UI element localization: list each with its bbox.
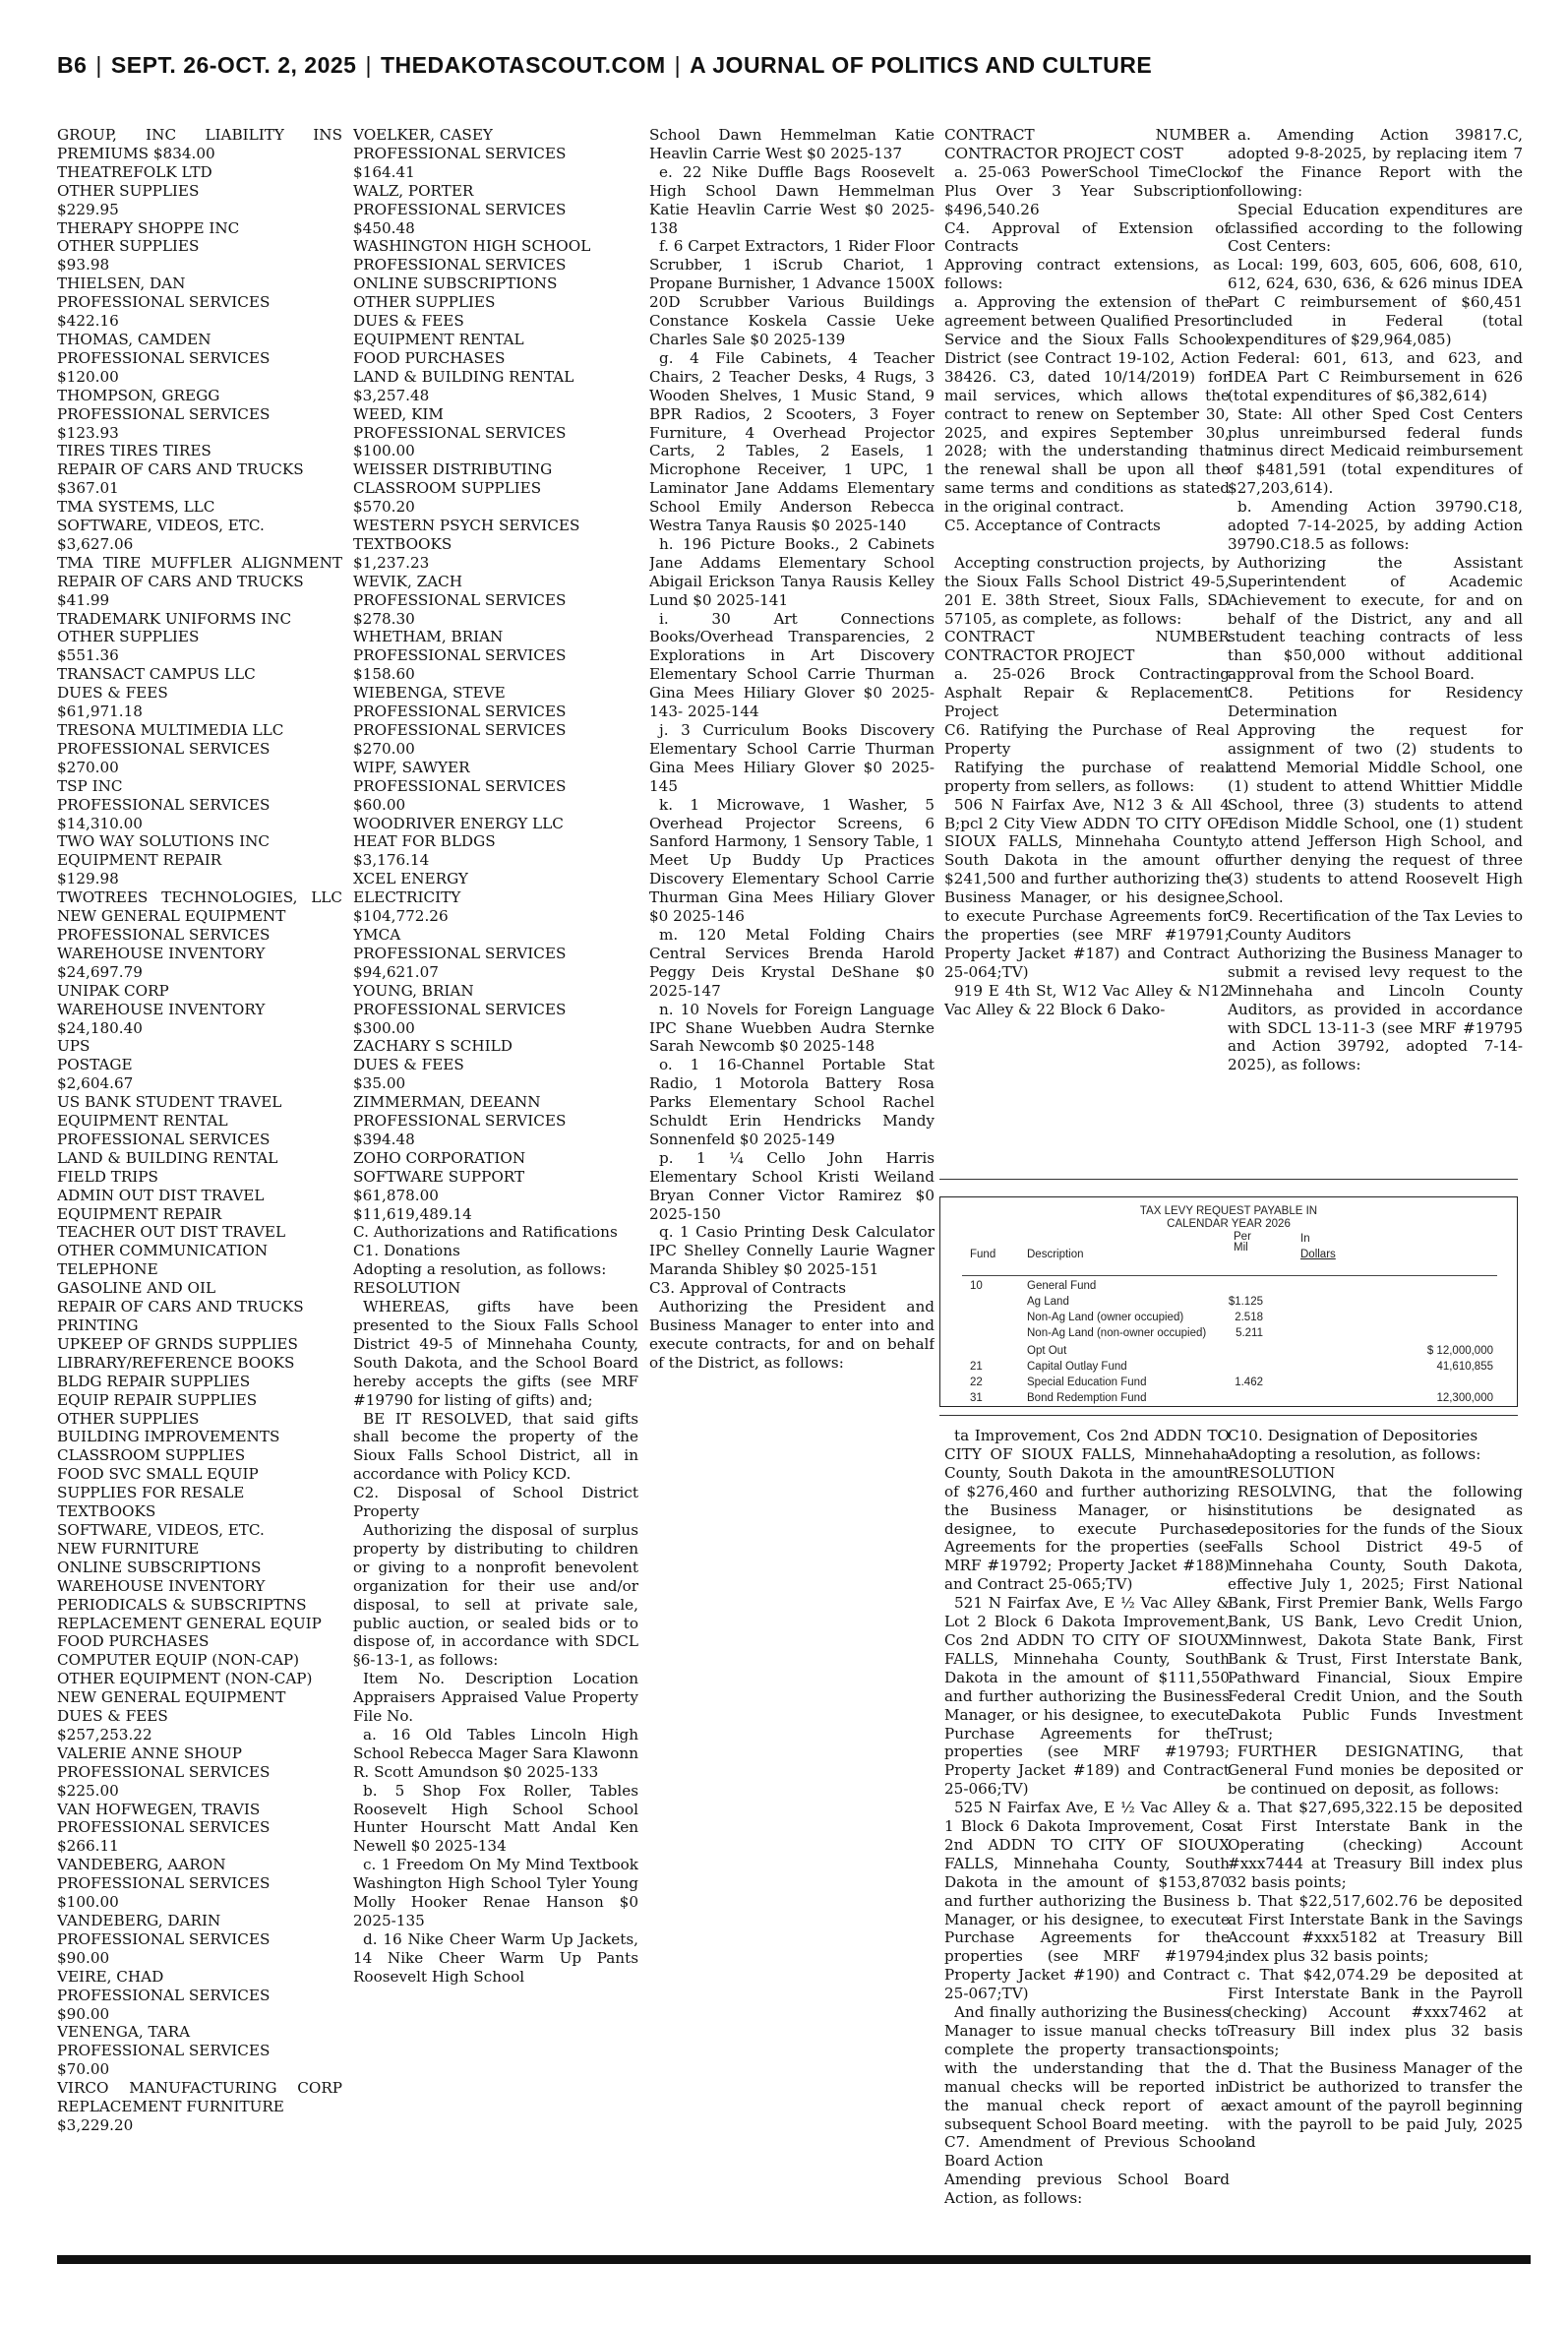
levy-col-fund: Fund	[970, 1249, 996, 1260]
text-line: Authorizing the disposal of surplus property by distributing to children or giving to a nonprofit benevolent organization for their use and/or disposal, to sell at private sale, public auction, or sealed bids or to dispose of, in accordance with SDCL §6-13-1, as follows:	[353, 1520, 638, 1670]
text-line: WEISSER DISTRIBUTING	[353, 460, 553, 479]
text-line: PROFESSIONAL SERVICES	[353, 721, 567, 739]
text-line: WESTERN PSYCH SERVICES	[353, 517, 580, 535]
text-line: $90.00	[57, 1948, 110, 1967]
text-line: a. Approving the extension of the agreement between Qualified Presort Service and the Sioux Falls School District (see Contract 19-102, Action 38426. C3, dated 10/14/2019) for mail services, which allows the contract to renew on September 30, 2025, and expires September 30, 2028; with the understanding that the renewal shall be upon all the same terms and conditions as stated in the original contract.	[944, 293, 1230, 517]
levy-row	[940, 1296, 1517, 1312]
text-line: Authorizing the Assistant Superintendent of Academic Achievement to execute, for and on behalf of the District, any and all student teaching contracts of less than $50,000 without additional approval from the School Board.	[1228, 553, 1523, 684]
text-line: C9. Recertification of the Tax Levies to County Auditors	[1228, 907, 1523, 944]
text-line: PROFESSIONAL SERVICES	[57, 293, 271, 312]
text-line: $129.98	[57, 870, 119, 888]
text-line: OTHER SUPPLIES	[57, 181, 200, 200]
text-line: UNIPAK CORP	[57, 981, 169, 1000]
text-line: OTHER SUPPLIES	[57, 237, 200, 256]
levy-mil: 1.462	[1235, 1377, 1263, 1388]
text-line: C10. Designation of Depositories	[1228, 1427, 1478, 1444]
column-4-bottom	[944, 1427, 1230, 2246]
text-line: THIELSEN, DAN	[57, 275, 186, 293]
levy-fund: 10	[970, 1280, 983, 1292]
site-link[interactable]: THEDAKOTASCOUT.COM	[380, 52, 666, 78]
levy-mil: 2.518	[1235, 1312, 1263, 1323]
text-line: UPS	[57, 1037, 90, 1056]
text-line: TEACHER OUT DIST TRAVEL	[57, 1223, 286, 1242]
text-line: C. Authorizations and Ratifications	[353, 1223, 618, 1242]
text-line	[944, 535, 1230, 554]
text-line: $225.00	[57, 1781, 119, 1800]
text-line: $2,604.67	[57, 1074, 134, 1093]
text-line: OTHER EQUIPMENT (NON-CAP)	[57, 1670, 313, 1688]
levy-col-mil: Mil	[1234, 1242, 1248, 1254]
text-line: THOMAS, CAMDEN	[57, 330, 211, 348]
levy-desc: Non-Ag Land (non-owner occupied)	[1027, 1327, 1207, 1339]
text-line: k. 1 Microwave, 1 Washer, 5 Overhead Projector Screens, 6 Sanford Harmony, 1 Sensory Table, 1 Meet Up Buddy Up Practices Discovery Elementary School Carrie Thurman Gina Mees Hiliary Glover $0 2025-146	[649, 795, 935, 926]
text-line: $422.16	[57, 312, 119, 331]
text-line: DUES & FEES	[57, 684, 168, 703]
text-line: $120.00	[57, 367, 119, 386]
column-2	[353, 126, 638, 2246]
text-line: WEED, KIM	[353, 404, 444, 423]
levy-desc: Non-Ag Land (owner occupied)	[1027, 1312, 1184, 1323]
text-line: VANDEBERG, AARON	[57, 1856, 226, 1874]
text-line: CLASSROOM SUPPLIES	[57, 1446, 246, 1465]
text-line: $570.20	[353, 498, 415, 517]
text-line: LAND & BUILDING RENTAL	[353, 367, 574, 386]
text-line: $3,257.48	[353, 386, 430, 404]
text-line: $35.00	[353, 1074, 406, 1093]
text-line: $450.48	[353, 218, 415, 237]
text-line: TRANSACT CAMPUS LLC	[57, 665, 256, 684]
rule-below-table	[939, 1415, 1518, 1416]
text-line: School Dawn Hemmelman Katie Heavlin Carrie West $0 2025-137	[649, 126, 935, 162]
text-line: b. Amending Action 39790.C18, adopted 7-14-2025, by adding Action 39790.C18.5 as follows:	[1228, 498, 1523, 553]
levy-row	[940, 1392, 1517, 1408]
text-line: NEW GENERAL EQUIPMENT	[57, 1688, 286, 1707]
text-line: ONLINE SUBSCRIPTIONS	[353, 275, 558, 293]
text-line: RESOLUTION	[353, 1279, 461, 1298]
text-line: WHEREAS, gifts have been presented to the Sioux Falls School District 49-5 of Minnehaha County, South Dakota, and the School Board hereby accepts the gifts (see MRF #19790 for listing of gifts) and;	[353, 1298, 638, 1409]
text-line: $164.41	[353, 162, 415, 181]
text-line: h. 196 Picture Books., 2 Cabinets Jane Addams Elementary School Abigail Erickson Tanya Rausis Kelley Lund $0 2025-141	[649, 534, 935, 609]
text-line: TMA TIRE MUFFLER ALIGNMENT REPAIR OF CARS AND TRUCKS	[57, 553, 342, 590]
text-line: BLDG REPAIR SUPPLIES	[57, 1372, 251, 1390]
text-line: ELECTRICITY	[353, 888, 461, 907]
text-line: VEIRE, CHAD	[57, 1967, 164, 1986]
levy-fund: 22	[970, 1377, 983, 1388]
text-line: PROFESSIONAL SERVICES	[57, 1874, 271, 1893]
text-line: FOOD PURCHASES	[57, 1632, 210, 1651]
text-line: $367.01	[57, 479, 119, 498]
text-line: ONLINE SUBSCRIPTIONS	[57, 1558, 262, 1576]
text-line: TIRES TIRES TIRES	[57, 442, 211, 460]
text-line: TMA SYSTEMS, LLC	[57, 498, 215, 517]
levy-desc: Special Education Fund	[1027, 1377, 1147, 1388]
text-line: e. 22 Nike Duffle Bags Roosevelt High School Dawn Hemmelman Katie Heavlin Carrie West $0 2025-138	[649, 162, 935, 237]
text-line: ZACHARY S SCHILD	[353, 1037, 513, 1056]
text-line: o. 1 16-Channel Portable Stat Radio, 1 Motorola Battery Rosa Parks Elementary School Rachel Schuldt Erin Hendricks Mandy Sonnenfeld $0 2025-149	[649, 1056, 935, 1148]
levy-mil: 5.211	[1236, 1327, 1263, 1339]
levy-mil: $1.125	[1228, 1296, 1263, 1308]
text-line: C5. Acceptance of Contracts	[944, 517, 1161, 535]
text-line: SOFTWARE, VIDEOS, ETC.	[57, 517, 265, 535]
bottom-rule	[57, 2255, 1531, 2264]
levy-desc: General Fund	[1027, 1280, 1097, 1292]
levy-row	[940, 1327, 1517, 1343]
text-line: SOFTWARE SUPPORT	[353, 1167, 525, 1186]
text-line: Approving the request for assignment of two (2) students to attend Memorial Middle School, one (1) student to attend Whittier Middle School, three (3) students to attend Edison Middle School, one (1) student to attend Jefferson High School, and further denying the request of three (3) students to attend Roosevelt High School.	[1228, 721, 1523, 907]
text-line: C2. Disposal of School District Property	[353, 1484, 638, 1521]
text-line: PROFESSIONAL SERVICES	[57, 1818, 271, 1837]
text-line: $278.30	[353, 609, 415, 628]
text-line: PROFESSIONAL SERVICES	[57, 795, 271, 814]
text-line: SOFTWARE, VIDEOS, ETC.	[57, 1520, 265, 1539]
text-line: PROFESSIONAL SERVICES	[57, 1762, 271, 1781]
text-line: XCEL ENERGY	[353, 870, 468, 888]
text-line: Accepting construction projects, by the Sioux Falls School District 49-5, 201 E. 38th Street, Sioux Falls, SD 57105, as complete, as follows:	[944, 553, 1230, 628]
text-line: TEXTBOOKS	[57, 1502, 156, 1521]
levy-fund: 21	[970, 1361, 983, 1373]
text-line: YOUNG, BRIAN	[353, 981, 474, 1000]
levy-header	[940, 1231, 1517, 1270]
tagline: A JOURNAL OF POLITICS AND CULTURE	[690, 52, 1153, 78]
text-line: PROFESSIONAL SERVICES	[353, 200, 567, 218]
text-line: THOMPSON, GREGG	[57, 386, 220, 404]
text-line: OTHER SUPPLIES	[57, 628, 200, 646]
text-line: ZIMMERMAN, DEEANN	[353, 1093, 541, 1112]
text-line: $158.60	[353, 665, 415, 684]
levy-row	[940, 1312, 1517, 1327]
text-line: $1,237.23	[353, 553, 430, 572]
text-line: PROFESSIONAL SERVICES	[57, 2042, 271, 2060]
text-line: THERAPY SHOPPE INC	[57, 218, 240, 237]
text-line: PROFESSIONAL SERVICES	[57, 739, 271, 758]
text-line: q. 1 Casio Printing Desk Calculator IPC Shelley Connelly Laurie Wagner Maranda Shibley $0 2025-151	[649, 1223, 935, 1279]
text-line: C6. Ratifying the Purchase of Real Property	[944, 721, 1230, 758]
text-line: Adopting a resolution, as follows:	[1228, 1444, 1481, 1463]
column-3	[649, 126, 935, 2246]
text-line: $14,310.00	[57, 814, 143, 832]
text-line: PROFESSIONAL SERVICES	[353, 256, 567, 275]
text-line: $61,971.18	[57, 703, 143, 721]
text-line: REPAIR OF CARS AND TRUCKS	[57, 1298, 304, 1316]
text-line: FOOD PURCHASES	[353, 348, 506, 367]
text-line: PROFESSIONAL SERVICES	[353, 944, 567, 962]
text-line: 521 N Fairfax Ave, E ½ Vac Alley & Lot 2 Block 6 Dakota Improvement, Cos 2nd ADDN TO CITY OF SIOUX FALLS, Minnehaha County, South Dakota in the amount of $111,550 and further authorizing the Business Manager, or his designee, to execute Purchase Agreements for the properties (see MRF #19793; Property Jacket #189) and Contract 25-066;TV)	[944, 1594, 1230, 1799]
column-5-top	[1228, 126, 1523, 1161]
text-line: a. 25-026 Brock Contracting Asphalt Repair & Replacement Project	[944, 665, 1230, 721]
text-line: C4. Approval of Extension of Contracts	[944, 218, 1230, 256]
text-line: Federal: 601, 613, and 623, and IDEA Part C Reimbursement in 626 (total expenditures of $6,382,614)	[1228, 348, 1523, 404]
text-line: EQUIPMENT REPAIR	[57, 851, 222, 870]
text-line: WEVIK, ZACH	[353, 572, 463, 590]
text-line: PROFESSIONAL SERVICES	[353, 1000, 567, 1018]
page-number: B6	[57, 52, 88, 78]
text-line: a. 25-063 PowerSchool TimeClock Plus Over 3 Year Subscription $496,540.26	[944, 162, 1230, 218]
text-line: $11,619,489.14	[353, 1204, 472, 1223]
text-line: PERIODICALS & SUBSCRIPTNS	[57, 1595, 307, 1614]
text-line: WAREHOUSE INVENTORY	[57, 1576, 266, 1595]
column-1	[57, 126, 342, 2246]
levy-title-2: CALENDAR YEAR 2026	[1167, 1218, 1291, 1230]
levy-desc: Ag Land	[1027, 1296, 1069, 1308]
text-line: TRADEMARK UNIFORMS INC	[57, 609, 292, 628]
levy-row	[940, 1280, 1517, 1296]
text-line: PROFESSIONAL SERVICES	[353, 1112, 567, 1131]
text-line: FIELD TRIPS	[57, 1167, 158, 1186]
text-line: p. 1 ¼ Cello John Harris Elementary School Kristi Weiland Bryan Conner Victor Ramirez $0 2025-150	[649, 1148, 935, 1223]
text-line: $229.95	[57, 200, 119, 218]
text-line: $24,180.40	[57, 1018, 143, 1037]
text-line: WASHINGTON HIGH SCHOOL	[353, 237, 591, 256]
text-line: a. That $27,695,322.15 be deposited at First Interstate Bank in the Operating (checking) Account #xxx7444 at Treasury Bill index plus 32 basis points;	[1228, 1799, 1523, 1891]
text-line: $270.00	[57, 758, 119, 776]
text-line: EQUIPMENT RENTAL	[57, 1112, 228, 1131]
text-line: $94,621.07	[353, 962, 439, 981]
text-line: $60.00	[353, 795, 406, 814]
text-line: SUPPLIES FOR RESALE	[57, 1484, 245, 1502]
levy-row	[940, 1345, 1517, 1361]
levy-dollars: $ 12,000,000	[1426, 1345, 1493, 1357]
text-line: $24,697.79	[57, 962, 143, 981]
text-line: n. 10 Novels for Foreign Language IPC Shane Wuebben Audra Sternke Sarah Newcomb $0 2025-148	[649, 1000, 935, 1056]
text-line: Approving contract extensions, as follows:	[944, 256, 1230, 293]
text-line: PROFESSIONAL SERVICES	[57, 1929, 271, 1948]
text-line: PROFESSIONAL SERVICES	[57, 404, 271, 423]
levy-col-desc: Description	[1027, 1249, 1084, 1260]
text-line: f. 6 Carpet Extractors, 1 Rider Floor Scrubber, 1 iScrub Chariot, 1 Propane Burnisher, 1 Advance 1500X 20D Scrubber Various Buildings Constance Koskela Cassie Ueke Charles Sale $0 2025-139	[649, 237, 935, 348]
levy-fund: 31	[970, 1392, 983, 1404]
text-line: $100.00	[57, 1893, 119, 1912]
text-line: TEXTBOOKS	[353, 534, 452, 553]
text-line: State: All other Sped Cost Centers plus unreimbursed federal funds minus direct Medicaid reimbursement of $481,591 (total expenditures of $27,203,614).	[1228, 404, 1523, 498]
rule-above-table	[939, 1179, 1518, 1180]
text-line: FURTHER DESIGNATING, that General Fund monies be deposited or be continued on deposit, as follows:	[1228, 1743, 1523, 1799]
text-line: VANDEBERG, DARIN	[57, 1912, 221, 1929]
text-line: YMCA	[353, 925, 401, 944]
text-line: VALERIE ANNE SHOUP	[57, 1744, 243, 1762]
text-line: C7. Amendment of Previous School Board Action	[944, 2133, 1230, 2171]
levy-col-dollars: Dollars	[1300, 1249, 1336, 1260]
text-line: WIEBENGA, STEVE	[353, 684, 506, 703]
text-line: DUES & FEES	[57, 1707, 168, 1726]
text-line: WAREHOUSE INVENTORY	[57, 1000, 266, 1018]
text-line: TRESONA MULTIMEDIA LLC	[57, 721, 284, 739]
text-line: HEAT FOR BLDGS	[353, 832, 496, 851]
levy-dollars: 12,300,000	[1436, 1392, 1493, 1404]
text-line: UPKEEP OF GRNDS SUPPLIES	[57, 1334, 298, 1353]
text-line: Authorizing the President and Business Manager to enter into and execute contracts, for and on behalf of the District, as follows:	[649, 1298, 935, 1372]
text-line: m. 120 Metal Folding Chairs Central Services Brenda Harold Peggy Deis Krystal DeShane $0 2025-147	[649, 925, 935, 1000]
text-line: COMPUTER EQUIP (NON-CAP)	[57, 1651, 300, 1670]
text-line: $41.99	[57, 590, 110, 609]
text-line: TWO WAY SOLUTIONS INC	[57, 832, 270, 851]
text-line: PROFESSIONAL SERVICES	[353, 590, 567, 609]
levy-desc: Opt Out	[1027, 1345, 1067, 1357]
text-line: C8. Petitions for Residency Determination	[1228, 684, 1523, 721]
page-header: B6 | SEPT. 26-OCT. 2, 2025 | THEDAKOTASCOUT.COM | A JOURNAL OF POLITICS AND CULTURE	[57, 52, 1153, 78]
text-line: $3,176.14	[353, 851, 430, 870]
text-line: WHETHAM, BRIAN	[353, 628, 504, 646]
text-line: BUILDING IMPROVEMENTS	[57, 1428, 280, 1446]
levy-desc: Capital Outlay Fund	[1027, 1361, 1127, 1373]
text-line: $90.00	[57, 2004, 110, 2023]
text-line: FOOD SVC SMALL EQUIP	[57, 1465, 259, 1484]
text-line: Amending previous School Board Action, as follows:	[944, 2171, 1230, 2208]
text-line: d. 16 Nike Cheer Warm Up Jackets, 14 Nike Cheer Warm Up Pants Roosevelt High School	[353, 1929, 638, 1986]
text-line: $3,229.20	[57, 2115, 134, 2134]
text-line: $270.00	[353, 739, 415, 758]
text-line: $70.00	[57, 2060, 110, 2079]
text-line: WAREHOUSE INVENTORY	[57, 944, 266, 962]
text-line: VOELKER, CASEY	[353, 126, 493, 144]
text-line: VIRCO MANUFACTURING CORP REPLACEMENT FURNITURE	[57, 2079, 342, 2116]
text-line: And finally authorizing the Business Manager to issue manual checks to complete the property transactions with the understanding that the manual checks will be reported in the manual check report of a subsequent School Board meeting.	[944, 2003, 1230, 2133]
text-line: PROFESSIONAL SERVICES	[57, 1130, 271, 1148]
text-line: PROFESSIONAL SERVICES	[353, 776, 567, 795]
text-line: Ratifying the purchase of real property from sellers, as follows:	[944, 758, 1230, 795]
text-line: US BANK STUDENT TRAVEL	[57, 1093, 282, 1112]
text-line: TELEPHONE	[57, 1260, 158, 1279]
text-line: REPLACEMENT GENERAL EQUIP	[57, 1614, 322, 1632]
text-line: $266.11	[57, 1837, 119, 1856]
text-line: NEW FURNITURE	[57, 1539, 200, 1558]
text-line: PROFESSIONAL SERVICES	[353, 703, 567, 721]
levy-row	[940, 1377, 1517, 1392]
text-line: 506 N Fairfax Ave, N12 3 & All 4 B;pcl 2 City View ADDN TO CITY OF SIOUX FALLS, Minnehaha County, South Dakota in the amount of $241,500 and further authorizing the Business Manager, or his designee, to execute Purchase Agreements for the properties (see MRF #19791; Property Jacket #187) and Contract 25-064;TV)	[944, 795, 1230, 981]
levy-title-1: TAX LEVY REQUEST PAYABLE IN	[1139, 1205, 1318, 1217]
text-line: PROFESSIONAL SERVICES	[57, 1986, 271, 2004]
text-line: WIPF, SAWYER	[353, 758, 470, 776]
text-line: c. That $42,074.29 be deposited at First Interstate Bank in the Payroll (checking) Account #xxx7462 at Treasury Bill index plus 32 basis points;	[1228, 1966, 1523, 2058]
text-line: $394.48	[353, 1130, 415, 1148]
text-line: $3,627.06	[57, 534, 134, 553]
text-line: TSP INC	[57, 776, 123, 795]
text-line: $123.93	[57, 423, 119, 442]
text-line: GROUP, INC LIABILITY INS PREMIUMS $834.00	[57, 126, 342, 162]
column-5-bottom	[1228, 1427, 1523, 2246]
text-line: j. 3 Curriculum Books Discovery Elementary School Carrie Thurman Gina Mees Hiliary Glover $0 2025-145	[649, 721, 935, 795]
text-line: CONTRACT NUMBER CONTRACTOR PROJECT	[944, 628, 1230, 665]
text-line: PROFESSIONAL SERVICES	[353, 646, 567, 665]
text-line: DUES & FEES	[353, 312, 464, 331]
text-line: PROFESSIONAL SERVICES	[353, 144, 567, 162]
text-line: $257,253.22	[57, 1725, 152, 1744]
text-line: $100.00	[353, 442, 415, 460]
levy-desc: Bond Redemption Fund	[1027, 1392, 1147, 1404]
text-line: CONTRACT NUMBER CONTRACTOR PROJECT COST	[944, 126, 1230, 162]
text-line: i. 30 Art Connections Books/Overhead Transparencies, 2 Explorations in Art Discovery Elementary School Carrie Thurman Gina Mees Hiliary Glover $0 2025-143- 2025-144	[649, 609, 935, 721]
text-line: a. 16 Old Tables Lincoln High School Rebecca Mager Sara Klawonn R. Scott Amundson $0 2025-133	[353, 1725, 638, 1781]
text-line: THEATREFOLK LTD	[57, 162, 212, 181]
text-line: LIBRARY/REFERENCE BOOKS	[57, 1353, 295, 1372]
text-line: $61,878.00	[353, 1186, 439, 1204]
text-line: d. That the Business Manager of the District be authorized to transfer the exact amount of the payroll beginning with the payroll to be paid July, 2025 and	[1228, 2058, 1523, 2152]
text-line: WOODRIVER ENERGY LLC	[353, 814, 564, 832]
text-line: RESOLVING, that the following institutions be designated as depositories for the funds of the Sioux Falls School District 49-5 of Minnehaha County, South Dakota, effective July 1, 2025; First National Bank, First Premier Bank, Wells Fargo Bank, US Bank, Levo Credit Union, Minnwest, Dakota State Bank, First Bank & Trust, First Interstate Bank, Pathward Financial, Sioux Empire Federal Credit Union, and the South Dakota Public Funds Investment Trust;	[1228, 1482, 1523, 1743]
text-line: Item No. Description Location Appraisers Appraised Value Property File No.	[353, 1670, 638, 1726]
column-4-top	[944, 126, 1230, 1161]
text-line: Authorizing the Business Manager to submit a revised levy request to the Minnehaha and Lincoln County Auditors, as provided in accordance with SDCL 13-11-3 (see MRF #19795 and Action 39792, adopted 7-14-2025), as follows:	[1228, 944, 1523, 1074]
text-line: Special Education expenditures are classified according to the following Cost Centers:	[1228, 200, 1523, 256]
text-line: REPAIR OF CARS AND TRUCKS	[57, 460, 304, 479]
text-line: DUES & FEES	[353, 1056, 464, 1074]
text-line: $104,772.26	[353, 907, 449, 926]
text-line: POSTAGE	[57, 1056, 133, 1074]
text-line: OTHER SUPPLIES	[57, 1409, 200, 1428]
text-line: g. 4 File Cabinets, 4 Teacher Chairs, 2 Teacher Desks, 4 Rugs, 3 Wooden Shelves, 1 Music Stand, 9 BPR Radios, 2 Scooters, 3 Foyer Furniture, 4 Overhead Projector Carts, 2 Tables, 2 Easels, 1 Microphone Receiver, 1 UPC, 1 Laminator Jane Addams Elementary School Emily Anderson Rebecca Westra Tanya Rausis $0 2025-140	[649, 348, 935, 535]
levy-col-in: In	[1300, 1233, 1310, 1245]
text-line: $93.98	[57, 256, 110, 275]
issue-date: SEPT. 26-OCT. 2, 2025	[110, 52, 357, 78]
text-line: WALZ, PORTER	[353, 181, 474, 200]
text-line: VAN HOFWEGEN, TRAVIS	[57, 1800, 261, 1818]
text-line: PROFESSIONAL SERVICES	[57, 925, 271, 944]
levy-row	[940, 1361, 1517, 1377]
text-line: $300.00	[353, 1018, 415, 1037]
text-line: EQUIP REPAIR SUPPLIES	[57, 1390, 258, 1409]
text-line: VENENGA, TARA	[57, 2023, 191, 2042]
text-line: C3. Approval of Contracts	[649, 1279, 847, 1298]
levy-header-rule	[962, 1275, 1497, 1276]
text-line: TWOTREES TECHNOLOGIES, LLC NEW GENERAL EQUIPMENT	[57, 888, 342, 926]
tax-levy-table	[939, 1196, 1518, 1407]
text-line: b. That $22,517,602.76 be deposited at First Interstate Bank in the Savings Account #xxx5182 at Treasury Bill index plus 32 basis points;	[1228, 1891, 1523, 1966]
text-line: PROFESSIONAL SERVICES	[353, 423, 567, 442]
text-line: 919 E 4th St, W12 Vac Alley & N12 Vac Alley & 22 Block 6 Dako-	[944, 981, 1230, 1018]
text-line: CLASSROOM SUPPLIES	[353, 479, 542, 498]
text-line: PRINTING	[57, 1316, 139, 1334]
text-line: EQUIPMENT REPAIR	[57, 1204, 222, 1223]
text-line: Local: 199, 603, 605, 606, 608, 610, 612, 624, 630, 636, & 626 minus IDEA Part C reimbursement of $60,451 included in Federal (total expenditures of $29,964,085)	[1228, 256, 1523, 348]
text-line: 525 N Fairfax Ave, E ½ Vac Alley & 1 Block 6 Dakota Improvement, Cos 2nd ADDN TO CITY OF SIOUX FALLS, Minnehaha County, South Dakota in the amount of $153,870 and further authorizing the Business Manager, or his designee, to execute Purchase Agreements for the properties (see MRF #19794; Property Jacket #190) and Contract 25-067;TV)	[944, 1799, 1230, 2003]
text-line: OTHER SUPPLIES	[353, 293, 496, 312]
text-line: C1. Donations	[353, 1242, 460, 1260]
text-line: EQUIPMENT RENTAL	[353, 330, 524, 348]
text-line: c. 1 Freedom On My Mind Textbook Washington High School Tyler Young Molly Hooker Renae Hanson $0 2025-135	[353, 1856, 638, 1929]
text-line: Adopting a resolution, as follows:	[353, 1260, 607, 1279]
text-line: ZOHO CORPORATION	[353, 1148, 526, 1167]
text-line: LAND & BUILDING RENTAL	[57, 1148, 278, 1167]
text-line: OTHER COMMUNICATION	[57, 1242, 269, 1260]
text-line: a. Amending Action 39817.C, adopted 9-8-2025, by replacing item 7 of the Finance Report with the following:	[1228, 126, 1523, 200]
text-line: PROFESSIONAL SERVICES	[57, 348, 271, 367]
text-line: ADMIN OUT DIST TRAVEL	[57, 1186, 265, 1204]
text-line: $551.36	[57, 646, 119, 665]
text-line: BE IT RESOLVED, that said gifts shall become the property of the Sioux Falls School District, all in accordance with Policy KCD.	[353, 1409, 638, 1484]
text-line: RESOLUTION	[1228, 1463, 1336, 1482]
levy-dollars: 41,610,855	[1436, 1361, 1493, 1373]
text-line: ta Improvement, Cos 2nd ADDN TO CITY OF SIOUX FALLS, Minnehaha County, South Dakota in the amount of $276,460 and further authorizing the Business Manager, or his designee, to execute Purchase Agreements for the properties (see MRF #19792; Property Jacket #188) and Contract 25-065;TV)	[944, 1427, 1230, 1594]
text-line: GASOLINE AND OIL	[57, 1279, 216, 1298]
text-line: b. 5 Shop Fox Roller, Tables Roosevelt High School School Hunter Hourscht Matt Andal Ken Newell $0 2025-134	[353, 1781, 638, 1856]
levy-col-per: Per	[1234, 1231, 1251, 1243]
